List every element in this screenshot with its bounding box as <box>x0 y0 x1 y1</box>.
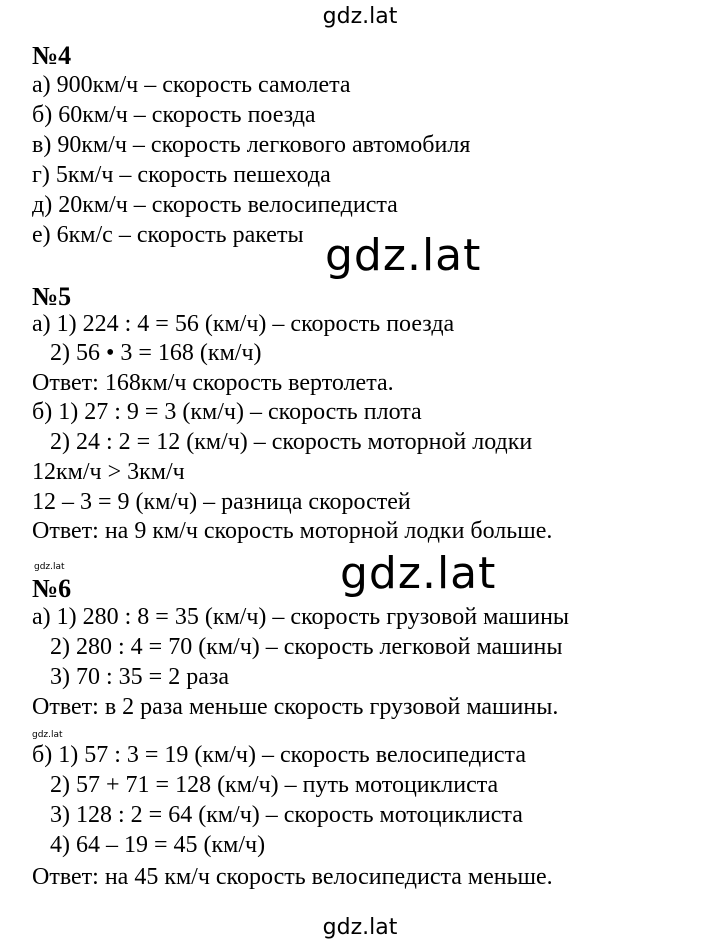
section-heading: №5 <box>32 282 72 311</box>
answer-line: Ответ: на 45 км/ч скорость велосипедиста меньше. <box>32 864 553 890</box>
solution-line: б) 1) 57 : 3 = 19 (км/ч) – скорость велосипедиста <box>32 742 526 768</box>
answer-line: Ответ: 168км/ч скорость вертолета. <box>32 370 394 396</box>
answer-line: г) 5км/ч – скорость пешехода <box>32 162 331 188</box>
watermark-small: gdz.lat <box>32 730 63 740</box>
solution-line: а) 1) 280 : 8 = 35 (км/ч) – скорость грузовой машины <box>32 604 570 630</box>
watermark-large: gdz.lat <box>340 548 497 599</box>
solution-line: 12 – 3 = 9 (км/ч) – разница скоростей <box>32 489 411 515</box>
answer-line: Ответ: на 9 км/ч скорость моторной лодки больше. <box>32 518 553 544</box>
answer-line: а) 900км/ч – скорость самолета <box>32 72 351 98</box>
solution-line: 2) 56 • 3 = 168 (км/ч) <box>50 340 262 366</box>
answer-line: Ответ: в 2 раза меньше скорость грузовой машины. <box>32 694 559 720</box>
solution-line: 4) 64 – 19 = 45 (км/ч) <box>50 832 266 858</box>
solution-line: 12км/ч > 3км/ч <box>32 459 185 485</box>
solution-line: б) 1) 27 : 9 = 3 (км/ч) – скорость плота <box>32 399 422 425</box>
answer-line: е) 6км/с – скорость ракеты <box>32 222 304 248</box>
solution-line: 3) 128 : 2 = 64 (км/ч) – скорость мотоциклиста <box>50 802 523 828</box>
solution-line: 3) 70 : 35 = 2 раза <box>50 664 229 690</box>
section-heading: №4 <box>32 41 72 70</box>
watermark-top: gdz.lat <box>322 4 398 29</box>
section-heading: №6 <box>32 574 72 603</box>
solution-line: 2) 280 : 4 = 70 (км/ч) – скорость легковой машины <box>50 634 563 660</box>
solution-line: а) 1) 224 : 4 = 56 (км/ч) – скорость поезда <box>32 311 455 337</box>
solution-line: 2) 57 + 71 = 128 (км/ч) – путь мотоциклиста <box>50 772 499 798</box>
solution-line: 2) 24 : 2 = 12 (км/ч) – скорость моторной лодки <box>50 429 533 455</box>
answer-line: д) 20км/ч – скорость велосипедиста <box>32 192 398 218</box>
watermark-small: gdz.lat <box>34 562 65 572</box>
watermark-bottom: gdz.lat <box>322 915 398 940</box>
answer-line: б) 60км/ч – скорость поезда <box>32 102 316 128</box>
watermark-large: gdz.lat <box>325 230 482 281</box>
answer-line: в) 90км/ч – скорость легкового автомобиля <box>32 132 471 158</box>
